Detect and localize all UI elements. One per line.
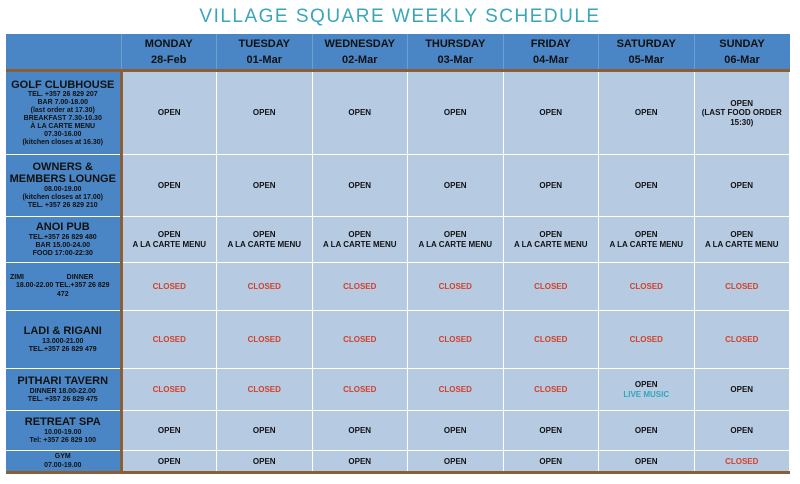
row-anoi-pub [6, 217, 790, 263]
status-cell [599, 217, 695, 263]
date-wednesday: 02-Mar [312, 52, 408, 71]
status-cell: OPEN [599, 71, 695, 155]
status-cell [599, 369, 695, 411]
venue-detail: 07.00-19.00 [44, 461, 82, 469]
status-text: OPEN [252, 229, 276, 239]
status-note: (LAST FOOD ORDER 15:30) [701, 108, 782, 127]
status-cell [217, 217, 313, 263]
date-friday: 04-Mar [503, 52, 599, 71]
status-text: OPEN [348, 229, 372, 239]
venue-detail [6, 274, 120, 282]
status-cell: OPEN [121, 451, 217, 473]
status-cell: OPEN [599, 411, 695, 451]
venue-detail: (kitchen closes at 17.00) [22, 194, 104, 202]
status-note: A LA CARTE MENU [418, 239, 493, 249]
day-names-row [6, 34, 790, 52]
status-cell: CLOSED [312, 263, 408, 311]
status-cell: OPEN [503, 451, 599, 473]
date-monday: 28-Feb [121, 52, 217, 71]
venue-detail: DINNER [66, 274, 94, 282]
status-note: A LA CARTE MENU [322, 239, 397, 249]
venue-detail: TEL. +357 26 829 207 [27, 91, 98, 99]
status-cell: OPEN [694, 369, 790, 411]
status-cell [408, 217, 504, 263]
status-cell: CLOSED [121, 311, 217, 369]
day-name-saturday: SATURDAY [599, 34, 695, 52]
status-note: A LA CARTE MENU [227, 239, 302, 249]
status-text: OPEN [730, 229, 754, 239]
venue-detail: BAR 15.00-24.00 [35, 241, 90, 249]
status-cell: OPEN [408, 451, 504, 473]
status-cell: OPEN [217, 451, 313, 473]
venue-detail: 10.00-19.00 [44, 428, 82, 436]
header-corner [6, 34, 121, 52]
status-cell: CLOSED [217, 369, 313, 411]
venue-detail: TEL. +357 26 829 475 [27, 395, 98, 403]
live-music-note: LIVE MUSIC [623, 389, 670, 399]
status-text: OPEN [157, 229, 181, 239]
status-cell: OPEN [121, 155, 217, 217]
bottom-divider [6, 471, 790, 474]
date-saturday: 05-Mar [599, 52, 695, 71]
status-cell: OPEN [694, 411, 790, 451]
venue-detail: DINNER 18.00-22.00 [29, 387, 96, 395]
status-cell: CLOSED [599, 263, 695, 311]
venue-detail: 472 [56, 290, 69, 298]
status-cell: OPEN [408, 155, 504, 217]
venue-name: GOLF CLUBHOUSE [11, 78, 115, 91]
status-cell: CLOSED [694, 451, 790, 473]
day-name-friday: FRIDAY [503, 34, 599, 52]
status-cell: OPEN [217, 155, 313, 217]
status-cell: OPEN [408, 71, 504, 155]
venue-gym [6, 451, 121, 473]
status-cell: CLOSED [503, 369, 599, 411]
row-retreat-spa [6, 411, 790, 451]
status-cell: OPEN [694, 155, 790, 217]
weekly-schedule-table [6, 34, 790, 473]
venue-detail: 18.00-22.00 TEL.+357 26 829 [15, 282, 110, 290]
venue-name: GYM [54, 453, 71, 461]
status-cell: CLOSED [408, 263, 504, 311]
status-cell: OPEN [503, 411, 599, 451]
status-note: A LA CARTE MENU [609, 239, 684, 249]
venue-detail: Tel: +357 26 829 100 [29, 436, 97, 444]
venue-name: ZIMI [10, 274, 24, 282]
status-cell: CLOSED [121, 263, 217, 311]
status-cell: OPEN [312, 451, 408, 473]
status-cell [312, 217, 408, 263]
venue-pithari-tavern [6, 369, 121, 411]
status-cell: OPEN [312, 71, 408, 155]
venue-detail: BAR 7.00-18.00 [37, 99, 89, 107]
status-cell: OPEN [408, 411, 504, 451]
row-pithari-tavern [6, 369, 790, 411]
status-cell: CLOSED [217, 263, 313, 311]
status-cell: CLOSED [408, 311, 504, 369]
day-name-sunday: SUNDAY [694, 34, 790, 52]
schedule-title: VILLAGE SQUARE WEEKLY SCHEDULE [199, 6, 601, 27]
status-cell: OPEN [503, 155, 599, 217]
date-tuesday: 01-Mar [217, 52, 313, 71]
status-cell: CLOSED [408, 369, 504, 411]
status-text: OPEN [634, 229, 658, 239]
venue-anoi-pub [6, 217, 121, 263]
day-name-wednesday: WEDNESDAY [312, 34, 408, 52]
status-cell: OPEN [599, 451, 695, 473]
venue-detail: TEL.+357 26 829 480 [28, 233, 97, 241]
venue-owners-lounge [6, 155, 121, 217]
status-cell: CLOSED [503, 263, 599, 311]
status-cell: CLOSED [121, 369, 217, 411]
status-text: OPEN [634, 379, 658, 389]
status-cell: CLOSED [694, 311, 790, 369]
status-cell [503, 217, 599, 263]
status-cell: OPEN [217, 71, 313, 155]
venue-detail: 13.000-21.00 [42, 337, 84, 345]
venue-detail: (kitchen closes at 16.30) [22, 139, 104, 147]
venue-zimi [6, 263, 121, 311]
venue-name: ANOI PUB [35, 221, 90, 234]
status-note: A LA CARTE MENU [704, 239, 779, 249]
status-cell: OPEN [503, 71, 599, 155]
date-sunday: 06-Mar [694, 52, 790, 71]
header-corner-2 [6, 52, 121, 71]
status-cell [121, 217, 217, 263]
status-cell: CLOSED [599, 311, 695, 369]
date-thursday: 03-Mar [408, 52, 504, 71]
day-name-thursday: THURSDAY [408, 34, 504, 52]
venue-golf-clubhouse [6, 71, 121, 155]
venue-detail: 08.00-19.00 [44, 186, 82, 194]
venue-detail: TEL.+357 26 829 479 [28, 345, 97, 353]
venue-retreat-spa [6, 411, 121, 451]
venue-detail: BREAKFAST 7.30-10.30 [23, 115, 102, 123]
day-name-tuesday: TUESDAY [217, 34, 313, 52]
status-cell: OPEN [599, 155, 695, 217]
status-cell: CLOSED [694, 263, 790, 311]
row-ladi-rigani [6, 311, 790, 369]
status-cell [694, 71, 790, 155]
status-text: OPEN [539, 229, 563, 239]
venue-detail: (last order at 17.30) [30, 107, 95, 115]
status-cell: OPEN [312, 155, 408, 217]
row-owners-lounge [6, 155, 790, 217]
venue-detail: FOOD 17:00-22:30 [32, 249, 93, 257]
venue-name: OWNERS & MEMBERS LOUNGE [9, 160, 116, 186]
status-cell: CLOSED [217, 311, 313, 369]
venue-ladi-rigani [6, 311, 121, 369]
status-cell: OPEN [121, 411, 217, 451]
status-cell: OPEN [121, 71, 217, 155]
schedule-table-container [6, 34, 790, 471]
venue-detail: À LA CARTE MENU [30, 123, 96, 131]
status-cell: OPEN [217, 411, 313, 451]
venue-detail: 07.30-16.00 [44, 131, 82, 139]
row-golf-clubhouse [6, 71, 790, 155]
venue-name: LADI & RIGANI [23, 325, 102, 338]
venue-name: RETREAT SPA [24, 416, 101, 429]
status-cell [694, 217, 790, 263]
venue-name: PITHARI TAVERN [17, 375, 109, 388]
status-cell: CLOSED [312, 369, 408, 411]
status-text: OPEN [443, 229, 467, 239]
venue-detail: TEL. +357 26 829 210 [27, 202, 98, 210]
status-cell: OPEN [312, 411, 408, 451]
status-cell: CLOSED [503, 311, 599, 369]
dates-row [6, 52, 790, 71]
status-text: OPEN [730, 98, 754, 108]
row-gym [6, 451, 790, 473]
row-zimi [6, 263, 790, 311]
status-note: A LA CARTE MENU [132, 239, 207, 249]
status-cell: CLOSED [312, 311, 408, 369]
status-note: A LA CARTE MENU [513, 239, 588, 249]
day-name-monday: MONDAY [121, 34, 217, 52]
